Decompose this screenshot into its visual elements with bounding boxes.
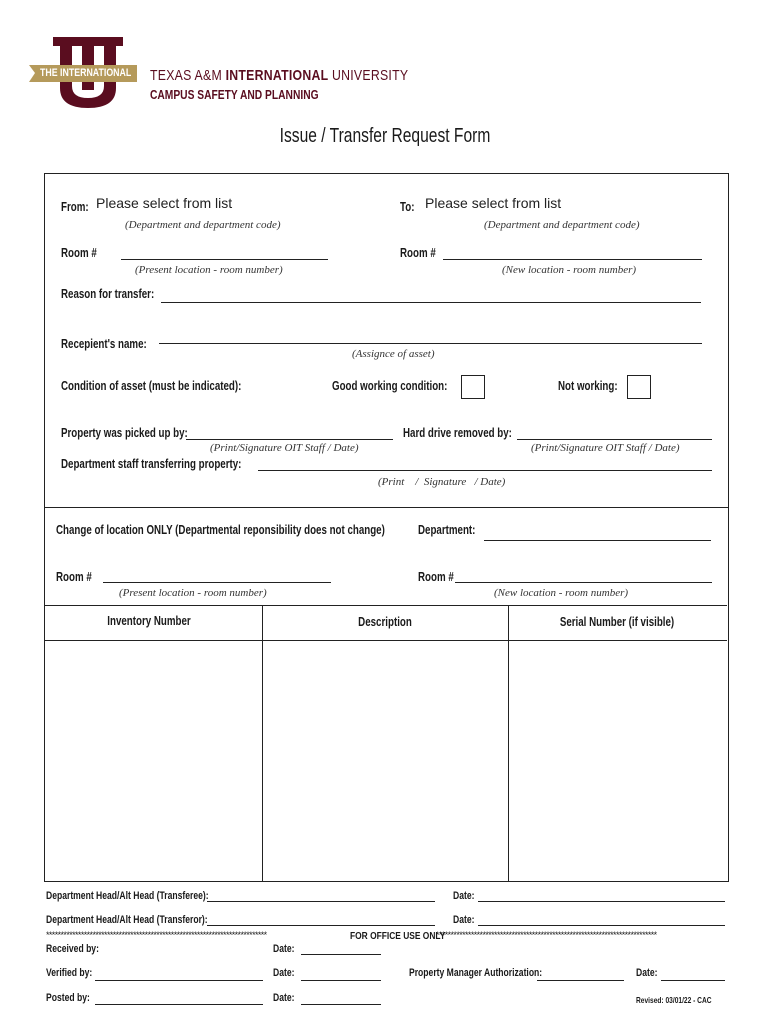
dept-staff-field[interactable] [258,470,712,471]
room-to-label: Room # [400,246,436,260]
condition-label: Condition of asset (must be indicated): [61,379,242,393]
recipient-field[interactable] [159,343,702,344]
table-divider-2 [508,605,509,881]
department-name: CAMPUS SAFETY AND PLANNING [150,88,319,102]
hard-drive-field[interactable] [517,439,712,440]
lc-room-from-label: Room # [56,570,92,584]
table-cell-description[interactable] [264,641,507,879]
from-department-select[interactable]: Please select from list [96,195,233,211]
hard-drive-label: Hard drive removed by: [403,426,512,440]
from-label: From: [61,200,89,214]
university-name-prefix: TEXAS A&M [150,67,226,84]
room-to-field[interactable] [443,259,702,260]
revised-note: Revised: 03/01/22 - CAC [636,995,712,1005]
col-inventory-number: Inventory Number [107,614,191,628]
good-condition-checkbox[interactable] [461,375,485,399]
recipient-label: Recepient's name: [61,337,147,351]
room-to-hint: (New location - room number) [502,264,637,276]
picked-up-hint: (Print/Signature OIT Staff / Date) [210,442,359,454]
logo-banner-left-tail [29,65,35,82]
pm-auth-field[interactable] [537,980,624,981]
dept-staff-hint: (Print / Signature / Date) [378,476,506,488]
reason-label: Reason for transfer: [61,287,155,301]
lc-room-to-field[interactable] [455,582,712,583]
pm-auth-label: Property Manager Authorization: [409,967,543,979]
pm-date-field[interactable] [661,980,725,981]
table-cell-serial[interactable] [510,641,726,879]
inventory-table [44,605,729,881]
lc-room-from-field[interactable] [103,582,331,583]
transferee-label: Department Head/Alt Head (Transferee): [46,890,209,902]
col-description: Description [358,615,412,629]
transferor-label: Department Head/Alt Head (Transferor): [46,914,208,926]
verified-label: Verified by: [46,967,93,979]
received-date-label: Date: [273,943,295,955]
col-serial-number: Serial Number (if visible) [559,615,675,629]
room-from-field[interactable] [121,259,328,260]
verified-date-field[interactable] [301,980,381,981]
posted-label: Posted by: [46,992,90,1004]
university-name-suffix: UNIVERSITY [328,67,409,84]
transferee-date-label: Date: [453,890,475,902]
picked-up-label: Property was picked up by: [61,426,188,440]
transferor-date-label: Date: [453,914,475,926]
transferor-field[interactable] [207,925,435,926]
transferee-date-field[interactable] [478,901,725,902]
lc-room-to-hint: (New location - room number) [494,587,629,599]
pm-date-label: Date: [636,967,658,979]
reason-field[interactable] [161,302,701,303]
lc-room-from-hint: (Present location - room number) [119,587,267,599]
lc-department-label: Department: [418,523,476,537]
good-condition-label: Good working condition: [332,379,448,393]
university-name-bold: INTERNATIONAL [225,67,329,84]
dept-staff-label: Department staff transferring property: [61,457,242,471]
university-name [150,67,408,84]
to-department-select[interactable]: Please select from list [425,195,562,211]
office-use-stars-left: **************************************************************************** [46,930,267,940]
to-label: To: [400,200,415,214]
posted-date-label: Date: [273,992,295,1004]
office-use-divider [46,930,728,944]
not-working-label: Not working: [558,379,618,393]
office-use-stars-right: **************************************************************************** [436,930,657,940]
received-date-field[interactable] [301,954,381,955]
not-working-checkbox[interactable] [627,375,651,399]
picked-up-field[interactable] [186,439,393,440]
posted-field[interactable] [95,1004,263,1005]
room-from-label: Room # [61,246,97,260]
office-use-label: FOR OFFICE USE ONLY [350,930,446,942]
received-label: Received by: [46,943,99,955]
verified-date-label: Date: [273,967,295,979]
transferor-date-field[interactable] [478,925,725,926]
lc-room-to-label: Room # [418,570,454,584]
location-change-label: Change of location ONLY (Departmental reponsibility does not change) [56,523,385,537]
hard-drive-hint: (Print/Signature OIT Staff / Date) [531,442,680,454]
recipient-hint: (Assignce of asset) [352,348,435,360]
room-from-hint: (Present location - room number) [135,264,283,276]
to-hint: (Department and department code) [484,219,640,231]
transferee-field[interactable] [207,901,435,902]
verified-field[interactable] [95,980,263,981]
posted-date-field[interactable] [301,1004,381,1005]
logo-banner-text: THE INTERNATIONAL [40,67,132,79]
lc-department-field[interactable] [484,540,711,541]
from-hint: (Department and department code) [125,219,281,231]
table-cell-inventory[interactable] [45,641,261,879]
form-title: Issue / Transfer Request Form [279,125,491,147]
table-divider-1 [262,605,263,881]
